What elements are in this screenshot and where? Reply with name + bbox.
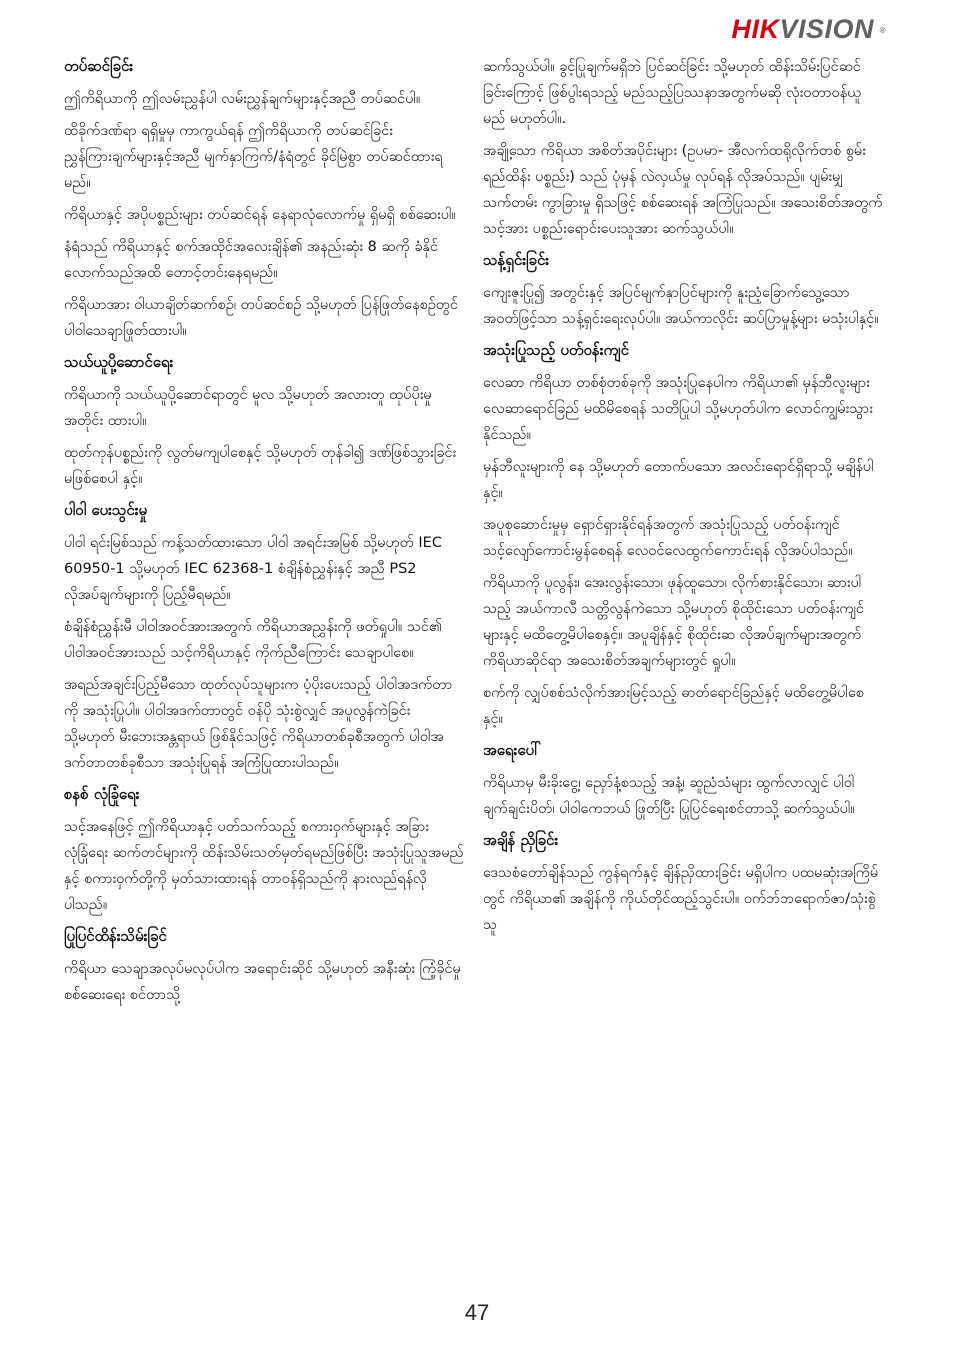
hikvision-logo bbox=[731, 14, 886, 44]
section-heading: ပါဝါ ပေးသွင်းမှု bbox=[64, 501, 148, 519]
logo-hik-text: HIK bbox=[731, 14, 780, 44]
section-heading: စနစ် လုံခြုံရေး bbox=[64, 785, 140, 803]
section bbox=[64, 498, 464, 776]
section-heading: အသုံးပြုသည့် ပတ်ဝန်းကျင် bbox=[483, 341, 629, 359]
section-paragraph: ထုတ်ကုန်ပစ္စည်းကို လွတ်မကျပါစေနှင့် သို့မဟုတ် တုန်ခါ၍ ဒဏ်ဖြစ်သွားခြင်း မဖြစ်စေပါ နှင့်။ bbox=[64, 445, 457, 487]
left-column bbox=[64, 54, 464, 1014]
section bbox=[64, 54, 464, 344]
section-heading: သယ်ယူပို့ဆောင်ရေး bbox=[64, 353, 174, 371]
section-heading: ပြုပြင်ထိန်းသိမ်းခြင် bbox=[64, 927, 167, 945]
section bbox=[483, 338, 883, 732]
section-paragraph: ကိရိယာ သေချာအလုပ်မလုပ်ပါက အရောင်းဆိုင် သို့မဟုတ် အနီးဆုံး ကြံ့ခိုင်မှုစစ်ဆေးရေး စင်တာသို့ bbox=[64, 961, 461, 1003]
section-heading: တပ်ဆင်ခြင်း bbox=[64, 57, 134, 75]
section-paragraph: အရည်အချင်းပြည့်မီသော ထုတ်လုပ်သူများက ပံ့ပိုးပေးသည့် ပါဝါအဒက်တာကို အသုံးပြုပါ။ ပါဝါအဒက်တာတွင် ဝန်ပို သုံးစွဲလျှင် အပူလွန်ကဲခြင်း သို့မဟုတ် မီးဘေးအန္တရာယ် ဖြစ်နိုင်သဖြင့် ကိရိယာတစ်ခုစီအတွက် ပါဝါအဒက်တာတစ်ခုစီသာ အသုံးပြုရန် အကြံပြုထားပါသည်။ bbox=[64, 677, 453, 771]
section-paragraph: လေဆာ ကိရိယာ တစ်စုံတစ်ခုကို အသုံးပြုနေပါက ကိရိယာ၏ မှန်ဘီလူးများ လေဆာရောင်ခြည် မထိမိစေရန် သတိပြုပါ သို့မဟုတ်ပါက လောင်ကျွမ်းသွားနိုင်သည်။ bbox=[483, 375, 873, 443]
section bbox=[483, 54, 883, 242]
section-paragraph: နံရံသည် ကိရိယာနှင့် စက်အထိုင်အလေးချိန်၏ အနည်းဆုံး 8 ဆကို ခံနိုင်လောက်သည်အထိ တောင့်တင်းနေရမည်။ bbox=[64, 239, 438, 281]
right-column bbox=[483, 54, 883, 944]
section-heading: သန့်ရှင်းခြင်း bbox=[483, 251, 550, 269]
section-paragraph: ဤကိရိယာကို ဤလမ်းညွှန်ပါ လမ်းညွှန်ချက်များနှင့်အညီ တပ်ဆင်ပါ။ bbox=[64, 91, 421, 107]
section-paragraph: မှန်ဘီလူးများကို နေ သို့မဟုတ် တောက်ပသော အလင်းရောင်ရှိရာသို့ မချိန်ပါနှင့်။ bbox=[483, 459, 874, 501]
section-paragraph: ကိရိယာနှင့် အပိုပစ္စည်းများ တပ်ဆင်ရန် နေရာလုံလောက်မှု ရှိမရှိ စစ်ဆေးပါ။ bbox=[64, 207, 456, 223]
section-paragraph: ပါဝါ ရင်းမြစ်သည် ကန့်သတ်ထားသော ပါဝါ အရင်းအမြစ် သို့မဟုတ် IEC 60950-1 သို့မဟုတ် IEC 62368-1 စံချိန်စံညွှန်းနှင့် အညီ PS2 လိုအပ်ချက်များကို ပြည့်မီရမည်။ bbox=[64, 535, 442, 603]
section-paragraph: ထိခိုက်ဒဏ်ရာ ရရှိမှုမှ ကာကွယ်ရန် ဤကိရိယာကို တပ်ဆင်ခြင်း ညွှန်ကြားချက်များနှင့်အညီ မျက်နှာကြက်/နံရံတွင် ခိုင်မြဲစွာ တပ်ဆင်ထားရမည်။ bbox=[64, 123, 443, 191]
page-number: 47 bbox=[464, 1300, 490, 1325]
section-paragraph: စက်ကို လျှပ်စစ်သံလိုက်အားမြင့်သည့် ဓာတ်ရောင်ခြည်နှင့် မထိတွေ့မိပါစေနှင့်။ bbox=[483, 685, 864, 727]
section-paragraph: ကျေးဇူးပြု၍ အတွင်းနှင့် အပြင်မျက်နှာပြင်များကို နူးညံ့ခြောက်သွေ့သော အဝတ်ဖြင့်သာ သန့်ရှင်းရေးလုပ်ပါ။ အယ်ကာလိုင်း ဆပ်ပြာမှုန့်များ မသုံးပါနှင့်။ bbox=[483, 285, 879, 327]
section-paragraph: အချို့သော ကိရိယာ အစိတ်အပိုင်းများ (ဥပမာ- အီလက်ထရိုလိုက်တစ် စွမ်းရည်ထိန်း ပစ္စည်း) သည် ပုံမှန် လဲလှယ်မှု လုပ်ရန် လိုအပ်သည်။ ပျမ်းမျှ သက်တမ်း ကွာခြားမှု ရှိသဖြင့် စစ်ဆေးရန် အကြံပြုသည်။ အသေးစိတ်အတွက် သင့်အား ပစ္စည်းရောင်းပေးသူအား ဆက်သွယ်ပါ။ bbox=[483, 143, 883, 237]
section-heading: အချိန် ညှိခြင်း bbox=[483, 831, 559, 849]
section bbox=[483, 248, 883, 332]
section-paragraph: အပူစုဆောင်းမှုမှ ရှောင်ရှားနိုင်ရန်အတွက် အသုံးပြုသည့် ပတ်ဝန်းကျင် သင့်လျော်ကောင်းမွန်စေရန် လေဝင်လေထွက်ကောင်းရန် လိုအပ်ပါသည်။ bbox=[483, 517, 853, 559]
section-paragraph: ဆက်သွယ်ပါ။ ခွင့်ပြုချက်မရှိဘဲ ပြင်ဆင်ခြင်း သို့မဟုတ် ထိန်းသိမ်းပြင်ဆင်ခြင်းကြောင့် ဖြစ်ပွါးရသည့် မည်သည့်ပြဿနာအတွက်မဆို လုံးဝတာဝန်ယူမည် မဟုတ်ပါ။. bbox=[483, 59, 862, 127]
section bbox=[64, 924, 464, 1008]
section-heading: အရေးပေါ် bbox=[483, 741, 541, 759]
section bbox=[64, 350, 464, 492]
section-paragraph: ကိရိယာကို သယ်ယူပို့ဆောင်ရာတွင် မူလ သို့မဟုတ် အလားတူ ထုပ်ပိုးမှုအတိုင်း ထားပါ။ bbox=[64, 387, 432, 429]
section-paragraph: ကိရိယာမှ မီးခိုးငွေ့၊ ညှော်နံ့စသည့် အနံ့၊ ဆူညံသံများ ထွက်လာလျှင် ပါဝါ ချက်ချင်းပိတ်၊ ပါဝါကေဘယ် ဖြုတ်ပြီး ပြုပြင်ရေးစင်တာသို့ ဆက်သွယ်ပါ။ bbox=[483, 775, 855, 817]
section bbox=[64, 782, 464, 918]
section bbox=[483, 828, 883, 938]
section-paragraph: ဒေသစံတော်ချိန်သည် ကွန်ရက်နှင့် ချိန်ညှိထားခြင်း မရှိပါက ပထမဆုံးအကြိမ်တွင် ကိရိယာ၏ အချိန်ကို ကိုယ်တိုင်ထည့်သွင်းပါ။ ဝက်ဘ်ဘရောက်ဇာ/သုံးစွဲသူ bbox=[483, 865, 879, 933]
registered-mark: ® bbox=[879, 26, 886, 35]
section-paragraph: စံချိန်စံညွှန်းမီ ပါဝါအဝင်အားအတွက် ကိရိယာအညွှန်းကို ဖတ်ရှုပါ။ သင်၏ ပါဝါအဝင်အားသည် သင့်ကိရိယာနှင့် ကိုက်ညီကြောင်း သေချာပါစေ။ bbox=[64, 619, 442, 661]
section-paragraph: သင့်အနေဖြင့် ဤကိရိယာနှင့် ပတ်သက်သည့် စကားဝှက်များနှင့် အခြားလုံခြုံရေး ဆက်တင်များကို ထိန်းသိမ်းသတ်မှတ်ရမည်ဖြစ်ပြီး အသုံးပြုသူအမည်နှင့် စကားဝှက်တို့ကို မှတ်သားထားရန် တာဝန်ရှိသည်ကို နားလည်ရန်လိုပါသည်။ bbox=[64, 819, 464, 913]
section bbox=[483, 738, 883, 822]
section-paragraph: ကိရိယာကို ပူလွန်း၊ အေးလွန်းသော၊ ဖုန်ထူသော၊ လိုက်စားနိုင်သော၊ ဆားပါသည့် အယ်ကာလီ သတ္တိလွန်ကဲသော သို့မဟုတ် စိုထိုင်းသော ပတ်ဝန်းကျင်များနှင့် မထိတွေ့မိပါစေနှင့်။ အပူချိန်နှင့် စိုထိုင်းဆ လိုအပ်ချက်များအတွက် ကိရိယာဆိုင်ရာ အသေးစိတ်အချက်များတွင် ရှုပါ။ bbox=[483, 575, 864, 669]
logo-vision-text: VISION bbox=[779, 14, 874, 44]
section-paragraph: ကိရိယာအား ဝါယာချိတ်ဆက်စဉ်၊ တပ်ဆင်စဉ် သို့မဟုတ် ပြန်ဖြုတ်နေစဉ်တွင် ပါဝါသေချာဖြုတ်ထားပါ။ bbox=[64, 297, 458, 339]
